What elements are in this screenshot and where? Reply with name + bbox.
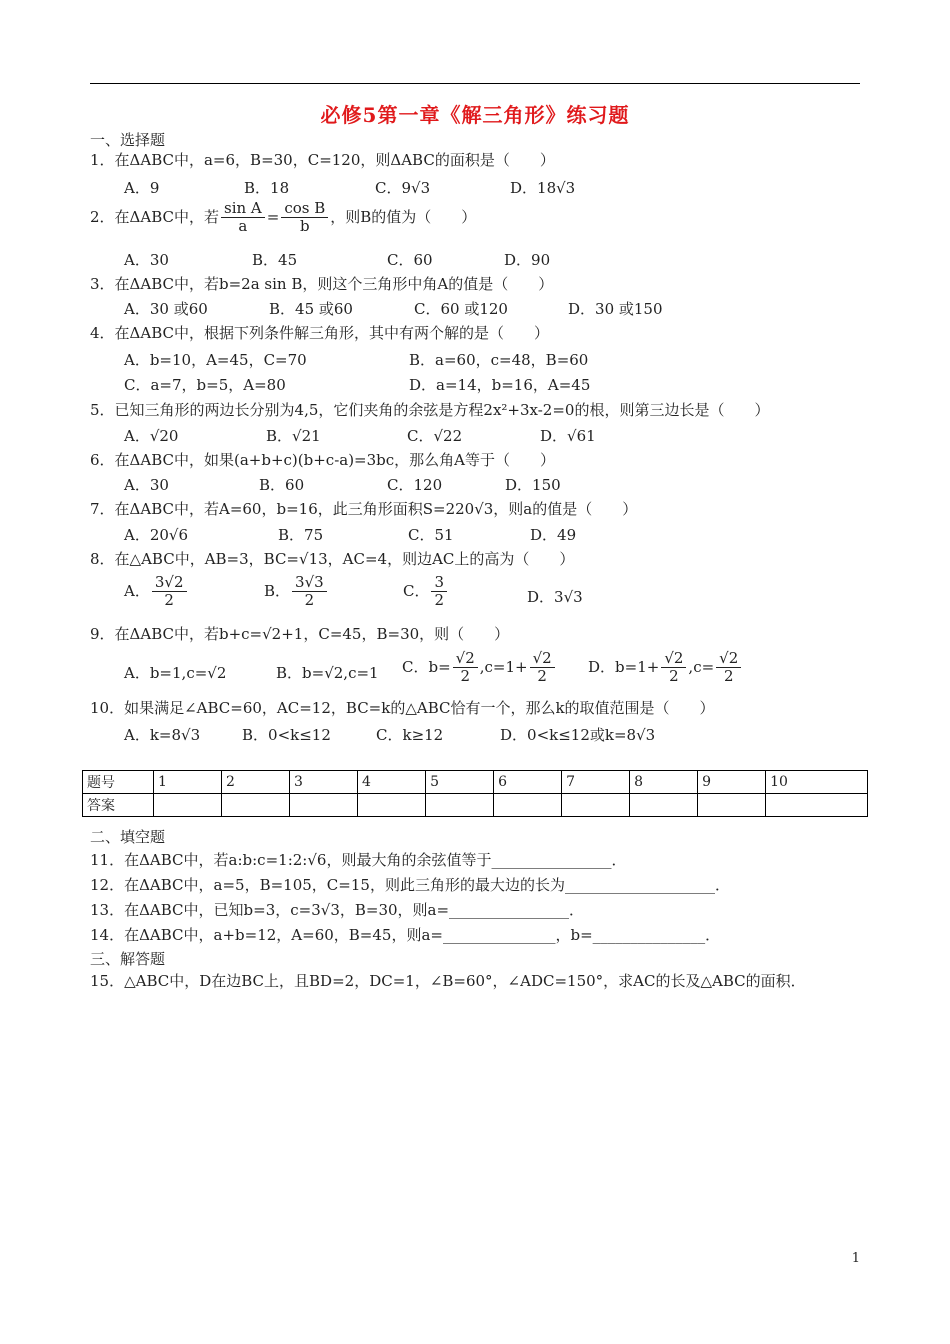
q8-option-d: [527, 586, 583, 607]
q2-stem-post: ，则B的值为（ ）: [330, 207, 477, 226]
q9-c-den2: 2: [537, 667, 547, 686]
question-2-stem: [90, 200, 476, 236]
q2-frac2-num: cos B: [281, 200, 328, 218]
q10-option-c: C．k≥12: [376, 726, 444, 744]
q5-option-c: C．√22: [407, 427, 463, 445]
q9-d-num2: √2: [716, 650, 741, 668]
q8-a-fraction: [152, 574, 187, 610]
q9-c-den1: 2: [460, 667, 470, 686]
q9-c-pre: C．b=: [402, 657, 451, 676]
q8-option-b: [264, 574, 329, 610]
q9-c-num1: √2: [453, 650, 478, 668]
question-8-stem: 8．在△ABC中，AB=3，BC=√13，AC=4，则边AC上的高为（ ）: [90, 550, 575, 568]
q5-option-a: A．√20: [124, 427, 179, 445]
question-15-stem: 15．△ABC中，D在边BC上，且BD=2，DC=1，∠B=60°，∠ADC=150°，求AC的长及△ABC的面积．: [90, 972, 806, 990]
q9-d-mid: ,c=: [688, 657, 715, 676]
question-1-stem: 1．在ΔABC中，a=6，B=30，C=120，则ΔABC的面积是（ ）: [90, 151, 555, 169]
table-cell-answer[interactable]: [562, 794, 630, 817]
table-cell-number: 8: [630, 771, 698, 794]
table-cell-answer[interactable]: [290, 794, 358, 817]
q8-b-label: B．: [264, 581, 291, 600]
header-rule: [90, 83, 860, 84]
q9-d-den2: 2: [723, 667, 734, 686]
q1-option-c: C．9√3: [375, 179, 431, 197]
q8-d-value: 3√3: [554, 588, 583, 606]
q6-option-b: B．60: [259, 476, 305, 494]
q8-c-fraction: [431, 574, 447, 610]
q9-d-num1: √2: [661, 650, 686, 668]
answer-table-number-row: [83, 771, 868, 794]
q8-option-a: [124, 574, 189, 610]
q6-option-a: A．30: [124, 476, 169, 494]
page-title: 必修5第一章《解三角形》练习题: [320, 103, 630, 127]
table-cell-number: 5: [426, 771, 494, 794]
q1-option-a: A．9: [124, 179, 160, 197]
q9-d-den1: 2: [669, 667, 679, 686]
q5-option-d: D．√61: [540, 427, 596, 445]
q7-option-d: D．49: [530, 526, 577, 544]
section-heading-solve: 三、解答题: [90, 950, 166, 968]
q4-option-d: D．a=14，b=16，A=45: [409, 376, 591, 394]
q4-option-a: A．b=10，A=45，C=70: [124, 351, 307, 369]
table-cell-answer[interactable]: [358, 794, 426, 817]
question-5-stem: 5．已知三角形的两边长分别为4,5，它们夹角的余弦是方程2x²+3x-2=0的根，则第三边长是（ ）: [90, 401, 770, 419]
table-cell-answer[interactable]: [222, 794, 290, 817]
q2-option-a: A．30: [124, 251, 169, 269]
q8-a-num: 3√2: [152, 574, 187, 592]
q9-option-b: B．b=√2,c=1: [276, 664, 379, 682]
q3-option-c: C．60 或120: [414, 300, 508, 318]
q8-b-fraction: [292, 574, 327, 610]
q8-c-den: 2: [434, 591, 445, 610]
q4-option-c: C．a=7，b=5，A=80: [124, 376, 286, 394]
q9-d-fraction-2: [716, 650, 741, 686]
question-7-stem: 7．在ΔABC中，若A=60，b=16，此三角形面积S=220√3，则a的值是（ ）: [90, 500, 638, 518]
q9-c-fraction-2: [530, 650, 555, 686]
page-number: 1: [851, 1251, 860, 1266]
q8-a-den: 2: [164, 591, 174, 610]
q2-option-b: B．45: [252, 251, 298, 269]
q5-option-b: B．√21: [266, 427, 321, 445]
q2-option-d: D．90: [504, 251, 551, 269]
table-cell-number: 1: [154, 771, 222, 794]
answer-table: [82, 770, 868, 817]
q2-fraction-1: [221, 200, 265, 236]
question-12-stem: 12．在ΔABC中，a=5，B=105，C=15，则此三角形的最大边的长为____________________．: [90, 876, 730, 894]
q7-option-c: C．51: [408, 526, 454, 544]
q10-option-b: B．0<k≤12: [242, 726, 331, 744]
q9-d-pre: D．b=1+: [588, 657, 660, 676]
table-cell-answer[interactable]: [494, 794, 562, 817]
q8-c-label: C．: [403, 581, 430, 600]
q3-option-a: A．30 或60: [124, 300, 208, 318]
q2-fraction-2: [281, 200, 328, 236]
q9-d-fraction-1: [661, 650, 686, 686]
table-cell-answer-label: 答案: [83, 794, 154, 817]
section-heading-fill: 二、填空题: [90, 828, 166, 846]
q9-option-c: [402, 650, 557, 686]
q2-frac2-den: b: [300, 217, 310, 236]
table-cell-number: 4: [358, 771, 426, 794]
table-cell-answer[interactable]: [766, 794, 868, 817]
q8-c-num: 3: [431, 574, 447, 592]
q2-frac1-den: a: [238, 217, 248, 236]
q7-option-a: A．20√6: [124, 526, 189, 544]
table-cell-number-label: 题号: [83, 771, 154, 794]
q10-option-d: D．0<k≤12或k=8√3: [500, 726, 656, 744]
q10-option-a: A．k=8√3: [124, 726, 201, 744]
q2-stem-pre: 2．在ΔABC中，若: [90, 207, 219, 226]
q9-option-a: A．b=1,c=√2: [124, 664, 227, 682]
q8-b-den: 2: [304, 591, 315, 610]
question-14-stem: 14．在ΔABC中，a+b=12，A=60，B=45，则a=_______________，b=_______________．: [90, 926, 721, 944]
question-9-stem: 9．在ΔABC中，若b+c=√2+1，C=45，B=30，则（ ）: [90, 625, 510, 643]
q3-option-d: D．30 或150: [568, 300, 663, 318]
table-cell-answer[interactable]: [154, 794, 222, 817]
q9-c-mid: ,c=1+: [479, 657, 528, 676]
table-cell-number: 9: [698, 771, 766, 794]
question-13-stem: 13．在ΔABC中，已知b=3，c=3√3，B=30，则a=________________．: [90, 901, 585, 919]
question-3-stem: 3．在ΔABC中，若b=2a sin B，则这个三角形中角A的值是（ ）: [90, 275, 554, 293]
q9-c-fraction-1: [453, 650, 478, 686]
q2-equals: =: [266, 207, 280, 226]
question-10-stem: 10．如果满足∠ABC=60，AC=12，BC=k的△ABC恰有一个，那么k的取值范围是（ ）: [90, 699, 715, 717]
table-cell-answer[interactable]: [630, 794, 698, 817]
q8-b-num: 3√3: [292, 574, 327, 592]
q1-option-b: B．18: [244, 179, 290, 197]
q6-option-c: C．120: [387, 476, 443, 494]
section-heading-choice: 一、选择题: [90, 131, 166, 149]
q8-a-label: A．: [124, 581, 150, 600]
q2-option-c: C．60: [387, 251, 433, 269]
q8-d-label: D．: [527, 588, 555, 606]
q1-option-d: D．18√3: [510, 179, 576, 197]
table-cell-number: 10: [766, 771, 868, 794]
q6-option-d: D．150: [505, 476, 561, 494]
q4-option-b: B．a=60，c=48，B=60: [409, 351, 589, 369]
table-cell-answer[interactable]: [698, 794, 766, 817]
question-11-stem: 11．在ΔABC中，若a:b:c=1:2:√6，则最大角的余弦值等于________________．: [90, 851, 627, 869]
question-4-stem: 4．在ΔABC中，根据下列条件解三角形，其中有两个解的是（ ）: [90, 324, 549, 342]
table-cell-number: 2: [222, 771, 290, 794]
table-cell-number: 7: [562, 771, 630, 794]
question-6-stem: 6．在ΔABC中，如果(a+b+c)(b+c-a)=3bc，那么角A等于（ ）: [90, 451, 556, 469]
q2-frac1-num: sin A: [221, 200, 265, 218]
q9-c-num2: √2: [530, 650, 555, 668]
q8-option-c: [403, 574, 449, 610]
table-cell-answer[interactable]: [426, 794, 494, 817]
answer-table-answer-row: [83, 794, 868, 817]
q3-option-b: B．45 或60: [269, 300, 353, 318]
q7-option-b: B．75: [278, 526, 324, 544]
table-cell-number: 6: [494, 771, 562, 794]
q9-option-d: [588, 650, 743, 686]
table-cell-number: 3: [290, 771, 358, 794]
